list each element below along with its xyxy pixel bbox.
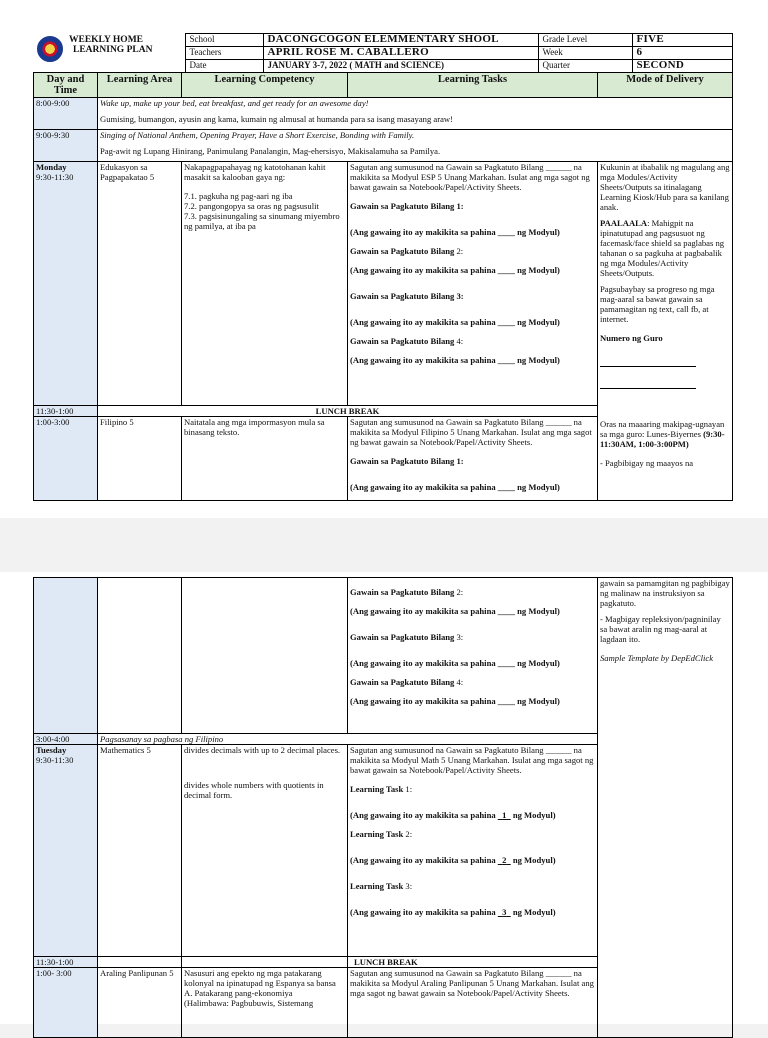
- tasks-cell: Gawain sa Pagkatuto Bilang 2: (Ang gawaing ito ay makikita sa pahina ____ ng Modyul) Gawain sa Pagkatuto Bilang 3: (Ang gawaing ito ay makikita sa pahina ____ ng Modyul) Gawain sa Pagkatuto Bilang 4: (Ang gawaing ito ay makikita sa pahina ____ ng Modyul): [348, 578, 598, 734]
- competency-cell: divides decimals with up to 2 decimal places. divides whole numbers with quotients in decimal form.: [182, 745, 348, 957]
- plan-table-page1: [33, 72, 733, 501]
- day-time-cell: Tuesday 9:30-11:30: [34, 745, 98, 957]
- learning-area-cell: Edukasyon sa Pagpapakatao 5: [98, 162, 182, 406]
- col-mode-delivery: Mode of Delivery: [598, 73, 733, 98]
- day-time-cell: Monday 9:30-11:30: [34, 162, 98, 406]
- plan-table-page2: [33, 577, 733, 1038]
- time-cell: 1:00-3:00: [34, 417, 98, 501]
- deped-seal-icon: [37, 36, 63, 62]
- competency-cell: Naitatala ang mga impormasyon mula sa binasang teksto.: [182, 417, 348, 501]
- time-cell: 8:00-9:00: [34, 98, 98, 130]
- school-label: School: [185, 34, 263, 47]
- time-cell: [34, 578, 98, 734]
- time-cell: 11:30-1:00: [34, 957, 98, 968]
- competency-cell: [182, 578, 348, 734]
- date-label: Date: [185, 60, 263, 73]
- col-learning-area: Learning Area: [98, 73, 182, 98]
- tasks-cell: Sagutan ang sumusunod na Gawain sa Pagkatuto Bilang ______ na makikita sa Modyul Math 5 Unang Markahan. Isulat ang mga sagot ng bawat gawain sa Notebook/Papel/Activity Sheets. Learning Task 1: (Ang gawaing ito ay makikita sa pahina 1 ng Modyul) Learning Task 2: (Ang gawaing ito ay makikita sa pahina 2 ng Modyul) Learning Task 3: (Ang gawaing ito ay makikita sa pahina 3 ng Modyul): [348, 745, 598, 957]
- school-value: DACONGCOGON ELEMMENTARY SHOOL: [263, 34, 538, 47]
- plan-title: WEEKLY HOME LEARNING PLAN: [69, 34, 153, 55]
- learning-area-cell: Araling Panlipunan 5: [98, 968, 182, 1038]
- date-value: JANUARY 3-7, 2022 ( MATH and SCIENCE): [263, 60, 538, 73]
- routine-cell: Pagsasanay sa pagbasa ng Filipino: [98, 734, 598, 745]
- header-logo-cell: [33, 34, 185, 73]
- learning-area-cell: [98, 578, 182, 734]
- table-row-filipino-cont: [34, 578, 733, 734]
- col-learning-competency: Learning Competency: [182, 73, 348, 98]
- col-learning-tasks: Learning Tasks: [348, 73, 598, 98]
- table-row: [34, 130, 733, 162]
- tasks-cell: Sagutan ang sumusunod na Gawain sa Pagkatuto Bilang ______ na makikita sa Modyul ESP 5 Unang Markahan. Isulat ang mga sagot ng bawat gawain sa Notebook/Papel/Activity Sheets. Gawain sa Pagkatuto Bilang 1: (Ang gawaing ito ay makikita sa pahina ____ ng Modyul) Gawain sa Pagkatuto Bilang 2: (Ang gawaing ito ay makikita sa pahina ____ ng Modyul) Gawain sa Pagkatuto Bilang 3: (Ang gawaing ito ay makikita sa pahina ____ ng Modyul) Gawain sa Pagkatuto Bilang 4: (Ang gawaing ito ay makikita sa pahina ____ ng Modyul): [348, 162, 598, 406]
- col-day-time: Day and Time: [34, 73, 98, 98]
- teachers-value: APRIL ROSE M. CABALLERO: [263, 47, 538, 60]
- mode-delivery-cell: gawain sa pamamgitan ng pagbibigay ng malinaw na instruksiyon sa pagkatuto. - Magbigay repleksiyon/pagninilay sa bawat aralin ng mag-aaral at lagdaan ito. Sample Template by DepEdClick: [598, 578, 733, 1038]
- column-header-row: [34, 73, 733, 98]
- teachers-label: Teachers: [185, 47, 263, 60]
- learning-area-cell: Filipino 5: [98, 417, 182, 501]
- routine-cell: Wake up, make up your bed, eat breakfast, and get ready for an awesome day! Gumising, bumangon, ayusin ang kama, kumain ng almusal at humanda para sa isang masayang araw!: [98, 98, 733, 130]
- time-cell: 11:30-1:00: [34, 406, 98, 417]
- week-label: Week: [538, 47, 632, 60]
- week-value: 6: [632, 47, 732, 60]
- table-row: [34, 98, 733, 130]
- time-cell: 3:00-4:00: [34, 734, 98, 745]
- lunch-break-label: LUNCH BREAK: [348, 957, 598, 968]
- header-table: [33, 33, 733, 73]
- routine-cell: Singing of National Anthem, Opening Prayer, Have a Short Exercise, Bonding with Family. Pag-awit ng Lupang Hinirang, Panimulang Panalangin, Mag-ehersisyo, Makisalamuha sa Pamilya.: [98, 130, 733, 162]
- tasks-cell: Sagutan ang sumusunod na Gawain sa Pagkatuto Bilang ______ na makikita sa Modyul Filipino 5 Unang Markahan. Isulat ang mga sagot ng bawat gawain sa Notebook/Papel/Activity Sheets. Gawain sa Pagkatuto Bilang 1: (Ang gawaing ito ay makikita sa pahina ____ ng Modyul): [348, 417, 598, 501]
- tasks-cell: Sagutan ang sumusunod na Gawain sa Pagkatuto Bilang ______ na makikita sa Modyul Araling Panlipunan 5 Unang Markahan. Isulat ang mga sagot ng bawat gawain sa Notebook/Papel/Activity Sheets.: [348, 968, 598, 1038]
- time-cell: 9:00-9:30: [34, 130, 98, 162]
- competency-cell: Nasusuri ang epekto ng mga patakarang kolonyal na ipinatupad ng Espanya sa bansa A. Patakarang pang-ekonomiya (Halimbawa: Pagbubuwis, Sistemang: [182, 968, 348, 1038]
- lunch-break-label: LUNCH BREAK: [98, 406, 598, 417]
- quarter-label: Quarter: [538, 60, 632, 73]
- competency-cell: Nakapagpapahayag ng katotohanan kahit masakit sa kalooban gaya ng: 7.1. pagkuha ng pag-aari ng iba 7.2. pangongopya sa oras ng pagsusulit 7.3. pagsisinungaling sa sinumang miyembro ng pamilya, at iba pa: [182, 162, 348, 406]
- quarter-value: SECOND: [632, 60, 732, 73]
- time-cell: 1:00- 3:00: [34, 968, 98, 1038]
- table-row-monday-esp: [34, 162, 733, 406]
- grade-value: FIVE: [632, 34, 732, 47]
- mode-delivery-cell: Kukunin at ibabalik ng magulang ang mga Modules/Activity Sheets/Outputs sa itinalagang Learning Kiosk/Hub para sa kanilang anak. PAALAALA: Mahigpit na ipinatutupad ang pagsusuot ng facemask/face shield sa paglabas ng tahanan o sa pagkuha at pagbabalik ng mga Modules/Activity Sheets/Outputs. Pagsubaybay sa progreso ng mga mag-aaral sa bawat gawain sa pamamagitan ng text, call fb, at internet. Numero ng Guro Oras na maaaring makipag-ugnayan sa mga guro: Lunes-Biyernes (9:30-11:30AM, 1:00-3:00PM) - Pagbibigay ng maayos na: [598, 162, 733, 501]
- learning-area-cell: Mathematics 5: [98, 745, 182, 957]
- page-2: [0, 572, 768, 1024]
- page-1: [0, 0, 768, 518]
- grade-label: Grade Level: [538, 34, 632, 47]
